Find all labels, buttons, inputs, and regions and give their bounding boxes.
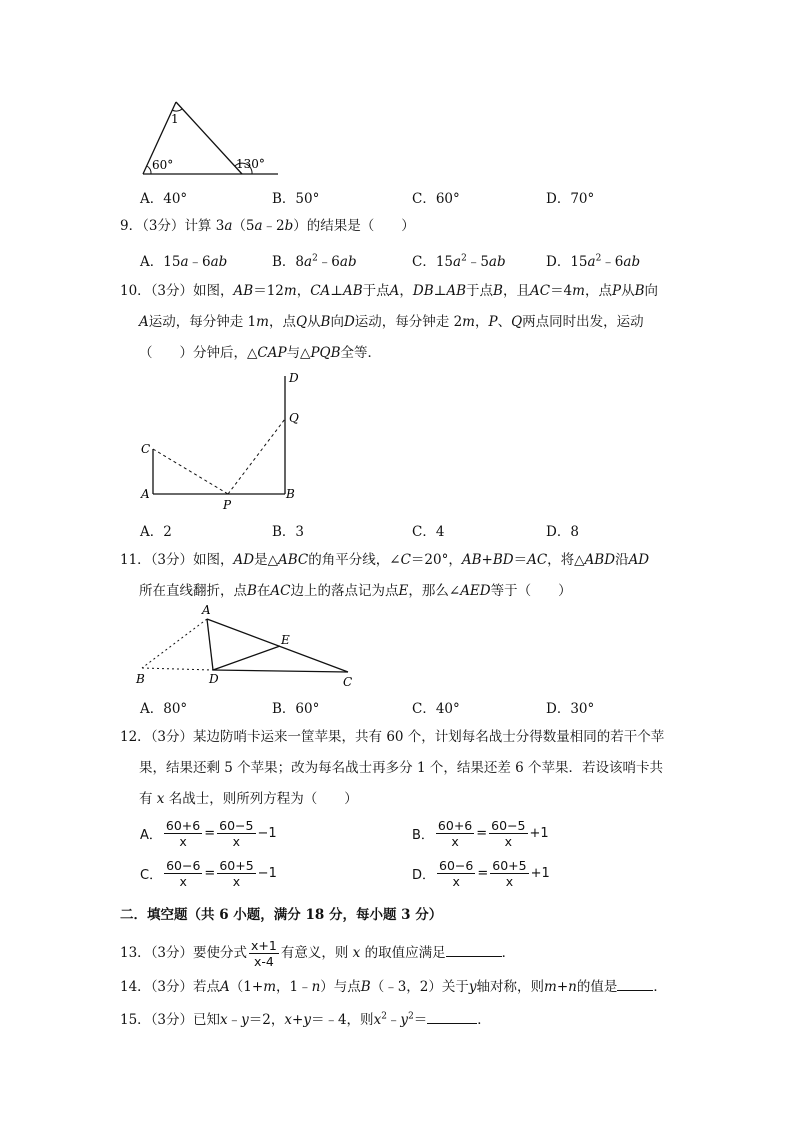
numerator: 60−6 — [439, 858, 474, 873]
fraction — [489, 818, 527, 849]
numerator: 60+6 — [437, 818, 473, 833]
q12-stem-line3 — [139, 790, 358, 808]
q10-text: 、 — [497, 314, 512, 330]
q9-text: ）的结果是（ ） — [293, 218, 415, 234]
q10-var: AB — [343, 283, 363, 299]
fraction — [436, 818, 474, 849]
q9-stem — [120, 217, 415, 235]
q12-option-d[interactable] — [412, 858, 550, 889]
q15-var: x — [284, 1012, 293, 1028]
q9-number: 9． — [120, 218, 143, 234]
q10-stem-line2 — [139, 313, 644, 331]
q10-label-C: C — [141, 442, 151, 456]
q14-var: n — [311, 979, 321, 995]
q11-label-A: A — [202, 603, 211, 617]
denominator: x — [505, 874, 514, 889]
q13-var: x — [352, 945, 361, 961]
option-letter: D． — [546, 254, 571, 270]
q12-option-a[interactable] — [140, 818, 277, 849]
q10-stem-line1 — [120, 282, 658, 300]
q10-text: ， — [399, 283, 413, 299]
q9-var: b — [284, 218, 294, 234]
equals: = — [477, 866, 489, 881]
q9-option-a[interactable] — [140, 250, 227, 270]
option-text: ﹣5 — [466, 254, 489, 270]
q13-text: 有意义，则 — [280, 945, 349, 961]
q12-text: 有 — [139, 791, 153, 807]
q13-text: 要使分式 — [193, 945, 248, 961]
q13-text: ． — [501, 945, 516, 961]
q10-var: Q — [511, 314, 523, 330]
numerator: 60+6 — [165, 818, 201, 833]
q15-exponent: 2 — [381, 1011, 387, 1022]
denominator: x — [232, 834, 241, 849]
q10-option-c[interactable]: C．4 — [412, 524, 445, 540]
q10-var: AB — [233, 283, 254, 299]
option-text: 8 — [295, 254, 305, 270]
q10-var: AC — [529, 283, 551, 299]
q8-label-angle1: 1 — [171, 112, 179, 126]
q10-text: 于点 — [362, 283, 390, 299]
q12-text: 某边防哨卡运来一筐苹果，共有 60 个，计划每名战士分得数量相同的若干个苹 — [193, 729, 665, 745]
fraction — [217, 858, 255, 889]
q8-triangle-figure — [130, 96, 290, 182]
q11-var: AC — [527, 552, 548, 568]
tail-term: −1 — [257, 866, 277, 881]
option-letter: B． — [272, 254, 296, 270]
q11-label-D: D — [209, 672, 219, 686]
option-var: a — [587, 254, 596, 270]
q14-var: B — [360, 979, 371, 995]
q11-text: ，那么∠ — [408, 583, 461, 599]
q12-option-c[interactable] — [140, 858, 277, 889]
q11-number: 11． — [120, 552, 151, 568]
q15-text: ＝ — [413, 1012, 428, 1028]
q11-text: 沿 — [615, 552, 629, 568]
q10-var: B — [634, 283, 645, 299]
q10-option-b[interactable]: B．3 — [272, 524, 305, 540]
q11-segment-DE — [213, 646, 280, 670]
q15-number: 15． — [120, 1012, 151, 1028]
tail-term: −1 — [257, 826, 277, 841]
numerator: x+1 — [251, 938, 277, 953]
fraction — [164, 818, 202, 849]
equals: = — [476, 826, 488, 841]
q10-var: P — [488, 314, 498, 330]
q8-option-b[interactable]: B．50° — [272, 191, 320, 207]
option-exponent: 2 — [461, 253, 467, 264]
q11-var: B — [247, 583, 257, 599]
q14-text: + — [556, 979, 569, 995]
q15-answer-blank[interactable] — [427, 1010, 477, 1024]
q10-var: m — [462, 314, 475, 330]
q10-var: P — [611, 283, 622, 299]
q10-var: m — [572, 283, 585, 299]
q10-figure — [135, 368, 315, 513]
q10-text: 如图， — [193, 283, 234, 299]
fraction — [164, 858, 202, 889]
q10-option-a[interactable]: A．2 — [140, 524, 172, 540]
q9-text: 计算 3 — [184, 218, 225, 234]
q11-var: AED — [460, 583, 491, 599]
q10-segment-CP — [153, 449, 228, 494]
denominator: x — [179, 874, 187, 889]
q11-score: （3分） — [150, 552, 194, 568]
q11-var: ABD — [584, 552, 616, 568]
q10-text: 与△ — [286, 345, 311, 361]
q10-text: ，点 — [268, 314, 296, 330]
q11-text: 的角平分线，∠ — [308, 552, 401, 568]
q14-text: （1+ — [229, 979, 264, 995]
q15-stem — [120, 1010, 491, 1029]
q11-text: 在 — [256, 583, 271, 599]
option-var: a — [180, 254, 189, 270]
option-text: 15 — [435, 254, 454, 270]
q14-stem — [120, 977, 667, 996]
fraction — [437, 858, 475, 889]
q12-score: （3分） — [150, 729, 194, 745]
q9-option-b[interactable] — [272, 250, 357, 270]
q10-label-A: A — [141, 487, 150, 501]
q10-text: 两点同时出发，运动 — [522, 314, 644, 330]
q11-option-a[interactable]: A．80° — [140, 701, 188, 717]
q8-angle-arc-60 — [147, 166, 151, 174]
q10-label-Q: Q — [289, 411, 299, 425]
q8-angle-arc-1 — [172, 109, 182, 111]
q10-label-P: P — [223, 498, 232, 512]
q11-segment-AD — [207, 619, 213, 670]
q8-label-60: 60° — [152, 158, 174, 172]
option-var: ab — [210, 254, 228, 270]
q12-stem-line2: 果，结果还剩 5 个苹果；改为每名战士再多分 1 个，结果还差 6 个苹果．若设该哨卡共 — [139, 760, 664, 776]
option-letter: A． — [140, 828, 162, 843]
q10-label-D: D — [289, 371, 299, 385]
q10-text: ，且 — [502, 283, 530, 299]
q10-text: ， — [296, 283, 311, 299]
section-title-fill-in: 二．填空题（共 6 小题，满分 18 分，每小题 3 分） — [120, 907, 443, 923]
q11-segment-DC — [213, 670, 348, 672]
q11-var: AD — [628, 552, 650, 568]
option-letter: B． — [412, 828, 434, 843]
q13-fraction — [249, 938, 279, 969]
q10-text: 于点 — [466, 283, 494, 299]
numerator: 60−5 — [219, 818, 254, 833]
q10-var: DB — [412, 283, 434, 299]
q11-option-d[interactable]: D．30° — [546, 701, 595, 717]
option-var: ab — [623, 254, 641, 270]
q15-var: y — [303, 1012, 311, 1028]
q11-var: E — [398, 583, 409, 599]
fraction — [217, 818, 255, 849]
q15-text: ﹣ — [227, 1012, 242, 1028]
q14-var: m — [263, 979, 276, 995]
q11-text: ＝ — [513, 552, 528, 568]
option-text: ﹣6 — [601, 254, 624, 270]
q13-answer-blank[interactable] — [446, 943, 502, 957]
denominator: x — [232, 874, 241, 889]
q14-number: 14． — [120, 979, 151, 995]
numerator: 60+5 — [219, 858, 254, 873]
q14-text: 若点 — [193, 979, 221, 995]
denominator: x — [179, 834, 187, 849]
q10-var: Q — [295, 314, 308, 330]
q8-option-c[interactable]: C．60° — [412, 191, 460, 207]
q15-text: + — [292, 1012, 304, 1028]
q10-text: ＝12 — [253, 283, 284, 299]
q11-label-E: E — [281, 633, 290, 647]
numerator: 60+5 — [492, 858, 527, 873]
q15-text: 已知 — [193, 1012, 221, 1028]
q10-text: 运动，每分钟走 1 — [148, 314, 257, 330]
option-exponent: 2 — [595, 253, 602, 264]
option-var: a — [453, 254, 462, 270]
q14-text: 轴对称，则 — [476, 979, 545, 995]
q9-option-d[interactable] — [546, 250, 640, 270]
q11-stem-line2 — [139, 582, 572, 600]
q9-option-c[interactable] — [412, 250, 506, 270]
option-var: ab — [339, 254, 357, 270]
q10-var: A — [389, 283, 400, 299]
q11-var: AC — [270, 583, 291, 599]
q11-segment-BD — [142, 668, 213, 670]
q9-text: ﹣2 — [262, 218, 285, 234]
q10-var: m — [256, 314, 269, 330]
q14-text: ）与点 — [320, 979, 361, 995]
q10-var: m — [283, 283, 297, 299]
denominator: x — [452, 874, 460, 889]
q11-text: 是△ — [254, 552, 278, 568]
q10-stem-line3 — [139, 344, 381, 362]
q10-var: CA — [310, 283, 331, 299]
q13-stem — [120, 938, 515, 969]
q15-var: x — [220, 1012, 228, 1028]
q10-text: 全等． — [340, 345, 382, 361]
q15-text: ． — [477, 1012, 491, 1028]
q10-text: ，点 — [584, 283, 612, 299]
q11-figure — [130, 601, 360, 691]
q12-number: 12． — [120, 729, 151, 745]
numerator: 60−5 — [491, 818, 526, 833]
q10-score: （3分） — [150, 283, 194, 299]
q12-option-b[interactable] — [412, 818, 549, 849]
tail-term: +1 — [530, 866, 550, 881]
option-text: ﹣6 — [188, 254, 211, 270]
q11-var: BD — [492, 552, 514, 568]
q11-text: 所在直线翻折，点 — [139, 583, 247, 599]
option-text: ﹣6 — [317, 254, 340, 270]
q12-var: x — [156, 791, 165, 807]
q10-text: ⊥ — [433, 283, 447, 299]
option-text: 15 — [570, 254, 588, 270]
q15-text: ＝﹣4，则 — [310, 1012, 374, 1028]
q10-label-B: B — [286, 487, 295, 501]
q11-label-B: B — [136, 672, 145, 686]
denominator: x — [451, 834, 459, 849]
q11-text: 如图， — [193, 552, 234, 568]
q15-text: ﹣ — [386, 1012, 401, 1028]
denominator: x-4 — [254, 954, 274, 969]
q11-stem-line1 — [120, 551, 649, 569]
q14-text: ． — [653, 979, 667, 995]
q14-var: n — [568, 979, 577, 995]
q11-label-C: C — [343, 675, 353, 689]
q10-text: 向 — [330, 314, 344, 330]
q15-var: x — [373, 1012, 382, 1028]
q9-score: （3分） — [142, 218, 185, 234]
option-var: ab — [488, 254, 506, 270]
q11-text: + — [481, 552, 493, 568]
q11-text: ，将△ — [547, 552, 585, 568]
q10-var: PQB — [310, 345, 341, 361]
fraction — [490, 858, 528, 889]
q11-text: ＝20°， — [410, 552, 462, 568]
q11-var: AB — [461, 552, 482, 568]
option-letter: D． — [412, 868, 436, 883]
q9-var: a — [224, 218, 233, 234]
q11-text: 边上的落点记为点 — [290, 583, 399, 599]
q11-segment-AB — [142, 619, 207, 668]
q15-exponent: 2 — [408, 1011, 414, 1022]
q10-var: B — [320, 314, 331, 330]
q15-score: （3分） — [150, 1012, 194, 1028]
q10-text: 向 — [644, 283, 658, 299]
q14-text: ，1﹣ — [276, 979, 312, 995]
q10-var: D — [343, 314, 355, 330]
q10-option-d[interactable]: D．8 — [546, 524, 579, 540]
q10-segment-PQ — [228, 419, 285, 494]
equals: = — [204, 826, 216, 841]
option-letter: C． — [140, 868, 163, 883]
q12-stem-line1 — [120, 728, 664, 746]
q10-var: A — [139, 314, 149, 330]
option-exponent: 2 — [312, 253, 318, 264]
q9-var: a — [254, 218, 263, 234]
q14-var: m — [544, 979, 557, 995]
q8-side-right — [176, 102, 242, 174]
q12-text: 名战士，则所列方程为（ ） — [168, 791, 358, 807]
q10-text: 运动，每分钟走 2 — [354, 314, 463, 330]
option-letter: A． — [140, 254, 164, 270]
q8-option-a[interactable]: A．40° — [140, 191, 188, 207]
numerator: 60−6 — [166, 858, 201, 873]
q14-text: 的值是 — [576, 979, 618, 995]
q14-answer-blank[interactable] — [617, 977, 653, 991]
q11-option-b[interactable]: B．60° — [272, 701, 320, 717]
q11-var: ABC — [278, 552, 309, 568]
q11-option-c[interactable]: C．40° — [412, 701, 460, 717]
q10-text: 从 — [621, 283, 635, 299]
q10-var: B — [493, 283, 503, 299]
q11-var: C — [400, 552, 411, 568]
q14-score: （3分） — [150, 979, 194, 995]
q8-option-d[interactable]: D．70° — [546, 191, 595, 207]
q10-var: CAP — [257, 345, 287, 361]
q9-text: （5 — [232, 218, 255, 234]
q11-var: AD — [233, 552, 255, 568]
q13-number: 13． — [120, 945, 151, 961]
q15-text: ＝2， — [248, 1012, 285, 1028]
q10-var: AB — [446, 283, 467, 299]
q10-number: 10． — [120, 283, 151, 299]
option-letter: C． — [412, 254, 436, 270]
q10-text: ， — [474, 314, 489, 330]
q14-var: A — [220, 979, 230, 995]
q10-text: （ ）分钟后，△ — [139, 345, 258, 361]
q14-var: y — [468, 979, 477, 995]
equals: = — [204, 866, 216, 881]
q14-text: （﹣3，2）关于 — [370, 979, 469, 995]
denominator: x — [504, 834, 513, 849]
option-var: a — [304, 254, 313, 270]
q13-text: 的取值应满足 — [364, 945, 446, 961]
q15-var: y — [241, 1012, 249, 1028]
q10-text: 从 — [307, 314, 321, 330]
tail-term: +1 — [529, 826, 549, 841]
q8-label-130: 130° — [236, 157, 265, 171]
q13-score: （3分） — [150, 945, 194, 961]
q10-text: ＝4 — [550, 283, 573, 299]
q11-text: 等于（ ） — [490, 583, 572, 599]
q10-text: ⊥ — [330, 283, 343, 299]
option-text: 15 — [163, 254, 181, 270]
q15-var: y — [400, 1012, 409, 1028]
